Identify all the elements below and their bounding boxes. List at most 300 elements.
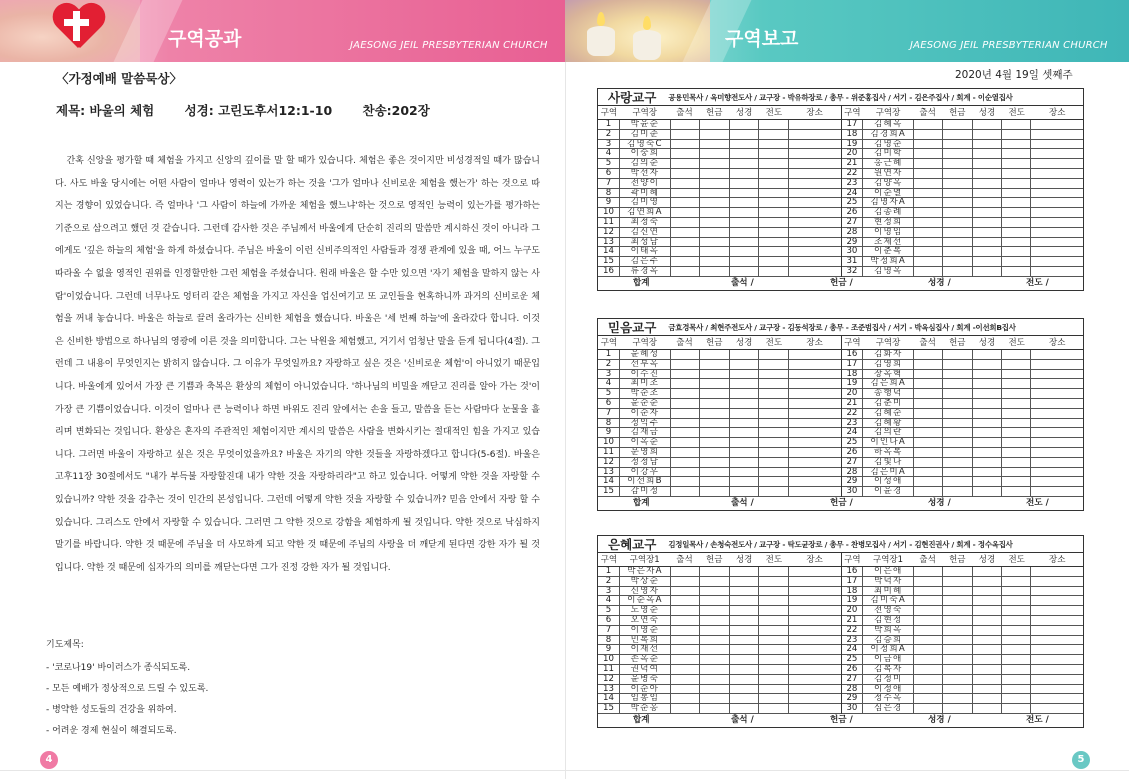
attend-cell[interactable] bbox=[914, 120, 943, 129]
place-cell[interactable] bbox=[1031, 189, 1083, 198]
offering-cell[interactable] bbox=[700, 468, 729, 477]
bible-cell[interactable] bbox=[973, 626, 1002, 635]
bible-cell[interactable] bbox=[973, 675, 1002, 684]
place-cell[interactable] bbox=[789, 228, 841, 237]
offering-cell[interactable] bbox=[943, 468, 972, 477]
offering-cell[interactable] bbox=[700, 675, 729, 684]
attend-cell[interactable] bbox=[914, 360, 943, 369]
attend-cell[interactable] bbox=[671, 218, 700, 227]
offering-cell[interactable] bbox=[700, 370, 729, 379]
evangel-cell[interactable] bbox=[759, 360, 788, 369]
bible-cell[interactable] bbox=[730, 448, 759, 457]
offering-cell[interactable] bbox=[943, 409, 972, 418]
evangel-cell[interactable] bbox=[759, 179, 788, 188]
offering-cell[interactable] bbox=[943, 149, 972, 158]
evangel-cell[interactable] bbox=[1002, 675, 1031, 684]
evangel-cell[interactable] bbox=[1002, 169, 1031, 178]
evangel-cell[interactable] bbox=[1002, 458, 1031, 467]
bible-cell[interactable] bbox=[730, 645, 759, 654]
place-cell[interactable] bbox=[789, 179, 841, 188]
attend-cell[interactable] bbox=[914, 350, 943, 359]
offering-cell[interactable] bbox=[943, 208, 972, 217]
offering-cell[interactable] bbox=[700, 208, 729, 217]
offering-cell[interactable] bbox=[700, 636, 729, 645]
offering-cell[interactable] bbox=[943, 487, 972, 496]
offering-cell[interactable] bbox=[943, 120, 972, 129]
attend-cell[interactable] bbox=[914, 267, 943, 276]
evangel-cell[interactable] bbox=[759, 587, 788, 596]
offering-cell[interactable] bbox=[700, 218, 729, 227]
bible-cell[interactable] bbox=[973, 567, 1002, 576]
place-cell[interactable] bbox=[789, 350, 841, 359]
bible-cell[interactable] bbox=[730, 655, 759, 664]
offering-cell[interactable] bbox=[943, 567, 972, 576]
evangel-cell[interactable] bbox=[1002, 477, 1031, 486]
place-cell[interactable] bbox=[789, 477, 841, 486]
attend-cell[interactable] bbox=[914, 130, 943, 139]
attend-cell[interactable] bbox=[671, 389, 700, 398]
offering-cell[interactable] bbox=[700, 626, 729, 635]
offering-cell[interactable] bbox=[700, 159, 729, 168]
bible-cell[interactable] bbox=[730, 704, 759, 713]
attend-cell[interactable] bbox=[671, 379, 700, 388]
offering-cell[interactable] bbox=[700, 140, 729, 149]
offering-cell[interactable] bbox=[943, 685, 972, 694]
evangel-cell[interactable] bbox=[759, 267, 788, 276]
place-cell[interactable] bbox=[789, 655, 841, 664]
evangel-cell[interactable] bbox=[759, 159, 788, 168]
offering-cell[interactable] bbox=[943, 130, 972, 139]
attend-cell[interactable] bbox=[914, 477, 943, 486]
place-cell[interactable] bbox=[1031, 130, 1083, 139]
bible-cell[interactable] bbox=[973, 198, 1002, 207]
offering-cell[interactable] bbox=[943, 389, 972, 398]
bible-cell[interactable] bbox=[730, 596, 759, 605]
attend-cell[interactable] bbox=[671, 636, 700, 645]
evangel-cell[interactable] bbox=[759, 257, 788, 266]
attend-cell[interactable] bbox=[914, 257, 943, 266]
attend-cell[interactable] bbox=[671, 159, 700, 168]
evangel-cell[interactable] bbox=[759, 468, 788, 477]
offering-cell[interactable] bbox=[700, 428, 729, 437]
attend-cell[interactable] bbox=[914, 247, 943, 256]
evangel-cell[interactable] bbox=[1002, 626, 1031, 635]
place-cell[interactable] bbox=[789, 487, 841, 496]
evangel-cell[interactable] bbox=[1002, 379, 1031, 388]
attend-cell[interactable] bbox=[914, 616, 943, 625]
bible-cell[interactable] bbox=[730, 267, 759, 276]
offering-cell[interactable] bbox=[700, 438, 729, 447]
place-cell[interactable] bbox=[789, 218, 841, 227]
evangel-cell[interactable] bbox=[759, 694, 788, 703]
offering-cell[interactable] bbox=[700, 409, 729, 418]
bible-cell[interactable] bbox=[973, 587, 1002, 596]
offering-cell[interactable] bbox=[700, 606, 729, 615]
offering-cell[interactable] bbox=[943, 350, 972, 359]
bible-cell[interactable] bbox=[973, 350, 1002, 359]
place-cell[interactable] bbox=[1031, 616, 1083, 625]
bible-cell[interactable] bbox=[973, 636, 1002, 645]
evangel-cell[interactable] bbox=[759, 675, 788, 684]
bible-cell[interactable] bbox=[730, 577, 759, 586]
place-cell[interactable] bbox=[1031, 694, 1083, 703]
offering-cell[interactable] bbox=[943, 159, 972, 168]
offering-cell[interactable] bbox=[700, 399, 729, 408]
bible-cell[interactable] bbox=[730, 218, 759, 227]
place-cell[interactable] bbox=[1031, 370, 1083, 379]
evangel-cell[interactable] bbox=[759, 350, 788, 359]
evangel-cell[interactable] bbox=[1002, 428, 1031, 437]
offering-cell[interactable] bbox=[700, 694, 729, 703]
offering-cell[interactable] bbox=[943, 379, 972, 388]
place-cell[interactable] bbox=[1031, 238, 1083, 247]
evangel-cell[interactable] bbox=[759, 458, 788, 467]
evangel-cell[interactable] bbox=[759, 130, 788, 139]
attend-cell[interactable] bbox=[671, 247, 700, 256]
attend-cell[interactable] bbox=[671, 655, 700, 664]
bible-cell[interactable] bbox=[730, 198, 759, 207]
place-cell[interactable] bbox=[1031, 655, 1083, 664]
place-cell[interactable] bbox=[1031, 389, 1083, 398]
evangel-cell[interactable] bbox=[1002, 208, 1031, 217]
offering-cell[interactable] bbox=[700, 130, 729, 139]
offering-cell[interactable] bbox=[700, 267, 729, 276]
place-cell[interactable] bbox=[789, 587, 841, 596]
attend-cell[interactable] bbox=[914, 685, 943, 694]
bible-cell[interactable] bbox=[973, 665, 1002, 674]
bible-cell[interactable] bbox=[973, 130, 1002, 139]
place-cell[interactable] bbox=[1031, 567, 1083, 576]
place-cell[interactable] bbox=[789, 458, 841, 467]
bible-cell[interactable] bbox=[973, 149, 1002, 158]
bible-cell[interactable] bbox=[730, 616, 759, 625]
attend-cell[interactable] bbox=[671, 360, 700, 369]
attend-cell[interactable] bbox=[671, 120, 700, 129]
evangel-cell[interactable] bbox=[1002, 130, 1031, 139]
attend-cell[interactable] bbox=[671, 409, 700, 418]
evangel-cell[interactable] bbox=[1002, 238, 1031, 247]
attend-cell[interactable] bbox=[914, 438, 943, 447]
offering-cell[interactable] bbox=[700, 257, 729, 266]
place-cell[interactable] bbox=[789, 238, 841, 247]
bible-cell[interactable] bbox=[973, 616, 1002, 625]
attend-cell[interactable] bbox=[914, 428, 943, 437]
place-cell[interactable] bbox=[1031, 399, 1083, 408]
offering-cell[interactable] bbox=[700, 198, 729, 207]
evangel-cell[interactable] bbox=[759, 685, 788, 694]
attend-cell[interactable] bbox=[914, 140, 943, 149]
attend-cell[interactable] bbox=[914, 159, 943, 168]
attend-cell[interactable] bbox=[671, 438, 700, 447]
offering-cell[interactable] bbox=[700, 389, 729, 398]
bible-cell[interactable] bbox=[730, 626, 759, 635]
bible-cell[interactable] bbox=[973, 645, 1002, 654]
offering-cell[interactable] bbox=[700, 587, 729, 596]
place-cell[interactable] bbox=[1031, 228, 1083, 237]
offering-cell[interactable] bbox=[700, 577, 729, 586]
evangel-cell[interactable] bbox=[759, 189, 788, 198]
place-cell[interactable] bbox=[789, 189, 841, 198]
place-cell[interactable] bbox=[1031, 685, 1083, 694]
bible-cell[interactable] bbox=[973, 238, 1002, 247]
bible-cell[interactable] bbox=[973, 228, 1002, 237]
evangel-cell[interactable] bbox=[1002, 616, 1031, 625]
bible-cell[interactable] bbox=[730, 159, 759, 168]
offering-cell[interactable] bbox=[943, 458, 972, 467]
bible-cell[interactable] bbox=[973, 370, 1002, 379]
place-cell[interactable] bbox=[1031, 587, 1083, 596]
evangel-cell[interactable] bbox=[759, 198, 788, 207]
offering-cell[interactable] bbox=[943, 645, 972, 654]
evangel-cell[interactable] bbox=[759, 149, 788, 158]
place-cell[interactable] bbox=[789, 606, 841, 615]
attend-cell[interactable] bbox=[914, 567, 943, 576]
evangel-cell[interactable] bbox=[1002, 389, 1031, 398]
evangel-cell[interactable] bbox=[1002, 120, 1031, 129]
bible-cell[interactable] bbox=[730, 468, 759, 477]
attend-cell[interactable] bbox=[914, 626, 943, 635]
place-cell[interactable] bbox=[789, 169, 841, 178]
attend-cell[interactable] bbox=[671, 189, 700, 198]
place-cell[interactable] bbox=[1031, 596, 1083, 605]
bible-cell[interactable] bbox=[730, 350, 759, 359]
offering-cell[interactable] bbox=[943, 247, 972, 256]
evangel-cell[interactable] bbox=[759, 567, 788, 576]
bible-cell[interactable] bbox=[730, 685, 759, 694]
bible-cell[interactable] bbox=[730, 389, 759, 398]
place-cell[interactable] bbox=[789, 626, 841, 635]
attend-cell[interactable] bbox=[914, 218, 943, 227]
bible-cell[interactable] bbox=[730, 247, 759, 256]
attend-cell[interactable] bbox=[671, 419, 700, 428]
offering-cell[interactable] bbox=[700, 704, 729, 713]
evangel-cell[interactable] bbox=[1002, 438, 1031, 447]
attend-cell[interactable] bbox=[671, 645, 700, 654]
attend-cell[interactable] bbox=[671, 606, 700, 615]
place-cell[interactable] bbox=[789, 159, 841, 168]
bible-cell[interactable] bbox=[730, 665, 759, 674]
offering-cell[interactable] bbox=[943, 428, 972, 437]
attend-cell[interactable] bbox=[914, 448, 943, 457]
offering-cell[interactable] bbox=[943, 218, 972, 227]
offering-cell[interactable] bbox=[943, 626, 972, 635]
offering-cell[interactable] bbox=[700, 169, 729, 178]
attend-cell[interactable] bbox=[671, 665, 700, 674]
evangel-cell[interactable] bbox=[1002, 587, 1031, 596]
evangel-cell[interactable] bbox=[1002, 665, 1031, 674]
place-cell[interactable] bbox=[1031, 419, 1083, 428]
offering-cell[interactable] bbox=[700, 458, 729, 467]
attend-cell[interactable] bbox=[671, 704, 700, 713]
evangel-cell[interactable] bbox=[759, 448, 788, 457]
place-cell[interactable] bbox=[789, 448, 841, 457]
offering-cell[interactable] bbox=[943, 704, 972, 713]
offering-cell[interactable] bbox=[700, 596, 729, 605]
bible-cell[interactable] bbox=[973, 189, 1002, 198]
evangel-cell[interactable] bbox=[1002, 419, 1031, 428]
evangel-cell[interactable] bbox=[1002, 399, 1031, 408]
offering-cell[interactable] bbox=[700, 350, 729, 359]
place-cell[interactable] bbox=[789, 247, 841, 256]
place-cell[interactable] bbox=[789, 596, 841, 605]
place-cell[interactable] bbox=[789, 360, 841, 369]
place-cell[interactable] bbox=[1031, 379, 1083, 388]
place-cell[interactable] bbox=[789, 208, 841, 217]
attend-cell[interactable] bbox=[914, 468, 943, 477]
bible-cell[interactable] bbox=[730, 409, 759, 418]
offering-cell[interactable] bbox=[700, 179, 729, 188]
bible-cell[interactable] bbox=[730, 238, 759, 247]
offering-cell[interactable] bbox=[943, 189, 972, 198]
offering-cell[interactable] bbox=[943, 606, 972, 615]
attend-cell[interactable] bbox=[671, 228, 700, 237]
evangel-cell[interactable] bbox=[1002, 370, 1031, 379]
offering-cell[interactable] bbox=[700, 189, 729, 198]
place-cell[interactable] bbox=[1031, 626, 1083, 635]
offering-cell[interactable] bbox=[943, 257, 972, 266]
bible-cell[interactable] bbox=[730, 179, 759, 188]
place-cell[interactable] bbox=[789, 694, 841, 703]
attend-cell[interactable] bbox=[671, 428, 700, 437]
bible-cell[interactable] bbox=[730, 379, 759, 388]
bible-cell[interactable] bbox=[730, 130, 759, 139]
attend-cell[interactable] bbox=[671, 448, 700, 457]
bible-cell[interactable] bbox=[730, 370, 759, 379]
bible-cell[interactable] bbox=[973, 655, 1002, 664]
attend-cell[interactable] bbox=[671, 257, 700, 266]
attend-cell[interactable] bbox=[671, 626, 700, 635]
bible-cell[interactable] bbox=[730, 606, 759, 615]
evangel-cell[interactable] bbox=[759, 487, 788, 496]
place-cell[interactable] bbox=[1031, 458, 1083, 467]
attend-cell[interactable] bbox=[914, 169, 943, 178]
bible-cell[interactable] bbox=[730, 169, 759, 178]
bible-cell[interactable] bbox=[973, 685, 1002, 694]
attend-cell[interactable] bbox=[671, 587, 700, 596]
evangel-cell[interactable] bbox=[759, 616, 788, 625]
evangel-cell[interactable] bbox=[1002, 218, 1031, 227]
place-cell[interactable] bbox=[789, 130, 841, 139]
offering-cell[interactable] bbox=[943, 477, 972, 486]
bible-cell[interactable] bbox=[730, 360, 759, 369]
evangel-cell[interactable] bbox=[1002, 645, 1031, 654]
attend-cell[interactable] bbox=[914, 587, 943, 596]
bible-cell[interactable] bbox=[730, 257, 759, 266]
place-cell[interactable] bbox=[789, 685, 841, 694]
attend-cell[interactable] bbox=[671, 370, 700, 379]
place-cell[interactable] bbox=[1031, 704, 1083, 713]
bible-cell[interactable] bbox=[973, 267, 1002, 276]
evangel-cell[interactable] bbox=[759, 370, 788, 379]
place-cell[interactable] bbox=[1031, 149, 1083, 158]
place-cell[interactable] bbox=[1031, 267, 1083, 276]
offering-cell[interactable] bbox=[700, 360, 729, 369]
bible-cell[interactable] bbox=[730, 228, 759, 237]
bible-cell[interactable] bbox=[973, 694, 1002, 703]
offering-cell[interactable] bbox=[700, 238, 729, 247]
offering-cell[interactable] bbox=[943, 587, 972, 596]
evangel-cell[interactable] bbox=[1002, 468, 1031, 477]
place-cell[interactable] bbox=[1031, 159, 1083, 168]
bible-cell[interactable] bbox=[973, 218, 1002, 227]
place-cell[interactable] bbox=[789, 399, 841, 408]
place-cell[interactable] bbox=[789, 140, 841, 149]
bible-cell[interactable] bbox=[730, 399, 759, 408]
bible-cell[interactable] bbox=[973, 208, 1002, 217]
attend-cell[interactable] bbox=[671, 130, 700, 139]
bible-cell[interactable] bbox=[973, 409, 1002, 418]
place-cell[interactable] bbox=[789, 198, 841, 207]
bible-cell[interactable] bbox=[730, 419, 759, 428]
place-cell[interactable] bbox=[789, 577, 841, 586]
place-cell[interactable] bbox=[1031, 218, 1083, 227]
place-cell[interactable] bbox=[789, 438, 841, 447]
evangel-cell[interactable] bbox=[1002, 655, 1031, 664]
attend-cell[interactable] bbox=[671, 616, 700, 625]
place-cell[interactable] bbox=[789, 636, 841, 645]
attend-cell[interactable] bbox=[671, 596, 700, 605]
attend-cell[interactable] bbox=[671, 198, 700, 207]
offering-cell[interactable] bbox=[943, 370, 972, 379]
bible-cell[interactable] bbox=[730, 587, 759, 596]
bible-cell[interactable] bbox=[730, 694, 759, 703]
bible-cell[interactable] bbox=[973, 577, 1002, 586]
bible-cell[interactable] bbox=[730, 140, 759, 149]
offering-cell[interactable] bbox=[943, 169, 972, 178]
offering-cell[interactable] bbox=[700, 247, 729, 256]
evangel-cell[interactable] bbox=[1002, 694, 1031, 703]
bible-cell[interactable] bbox=[973, 257, 1002, 266]
place-cell[interactable] bbox=[789, 267, 841, 276]
bible-cell[interactable] bbox=[973, 389, 1002, 398]
place-cell[interactable] bbox=[789, 149, 841, 158]
attend-cell[interactable] bbox=[914, 694, 943, 703]
evangel-cell[interactable] bbox=[1002, 189, 1031, 198]
attend-cell[interactable] bbox=[914, 665, 943, 674]
evangel-cell[interactable] bbox=[759, 419, 788, 428]
attend-cell[interactable] bbox=[671, 140, 700, 149]
offering-cell[interactable] bbox=[700, 149, 729, 158]
offering-cell[interactable] bbox=[700, 655, 729, 664]
attend-cell[interactable] bbox=[671, 149, 700, 158]
bible-cell[interactable] bbox=[973, 704, 1002, 713]
bible-cell[interactable] bbox=[973, 169, 1002, 178]
attend-cell[interactable] bbox=[671, 468, 700, 477]
place-cell[interactable] bbox=[1031, 257, 1083, 266]
evangel-cell[interactable] bbox=[1002, 606, 1031, 615]
evangel-cell[interactable] bbox=[1002, 448, 1031, 457]
place-cell[interactable] bbox=[1031, 487, 1083, 496]
evangel-cell[interactable] bbox=[1002, 179, 1031, 188]
bible-cell[interactable] bbox=[973, 477, 1002, 486]
bible-cell[interactable] bbox=[973, 140, 1002, 149]
place-cell[interactable] bbox=[789, 665, 841, 674]
attend-cell[interactable] bbox=[914, 645, 943, 654]
evangel-cell[interactable] bbox=[759, 636, 788, 645]
place-cell[interactable] bbox=[789, 616, 841, 625]
evangel-cell[interactable] bbox=[759, 428, 788, 437]
evangel-cell[interactable] bbox=[1002, 267, 1031, 276]
offering-cell[interactable] bbox=[943, 616, 972, 625]
offering-cell[interactable] bbox=[943, 179, 972, 188]
bible-cell[interactable] bbox=[973, 487, 1002, 496]
offering-cell[interactable] bbox=[943, 228, 972, 237]
evangel-cell[interactable] bbox=[759, 399, 788, 408]
evangel-cell[interactable] bbox=[1002, 567, 1031, 576]
attend-cell[interactable] bbox=[914, 636, 943, 645]
evangel-cell[interactable] bbox=[759, 208, 788, 217]
attend-cell[interactable] bbox=[914, 487, 943, 496]
